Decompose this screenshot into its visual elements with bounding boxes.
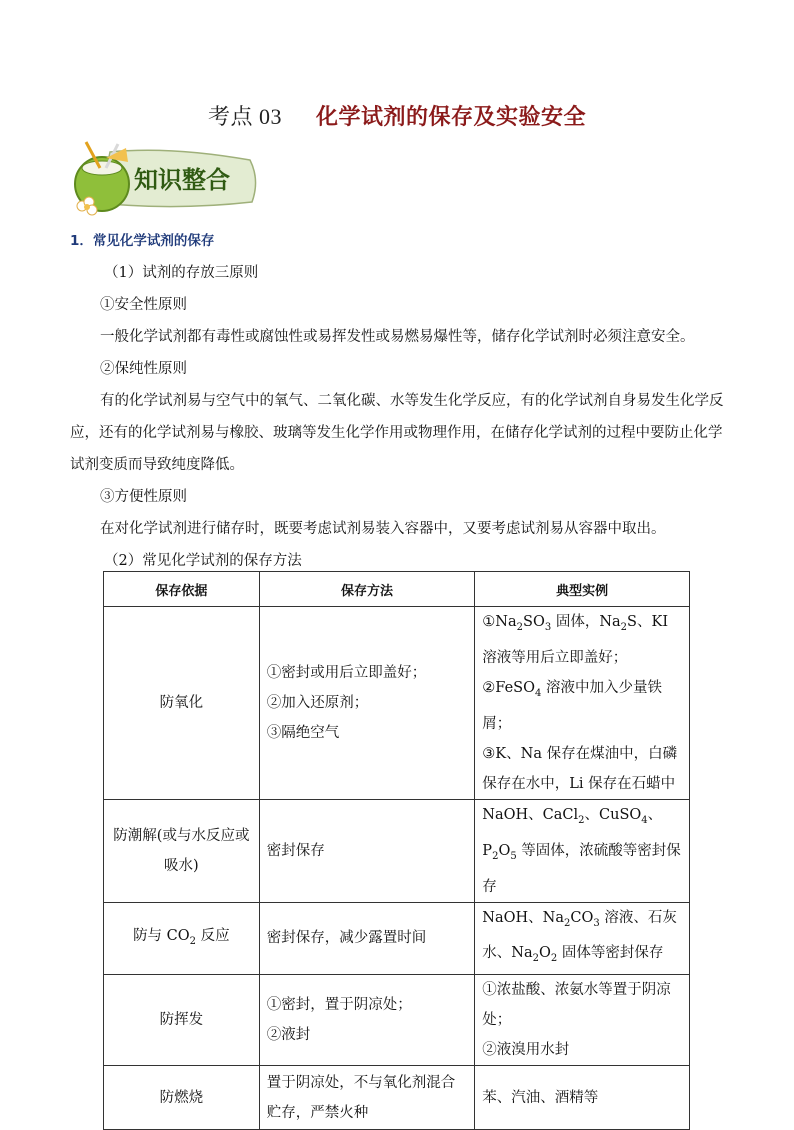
row-example	[475, 799, 690, 902]
principle-purity-title: ②保纯性原则	[100, 361, 187, 377]
method-line: ②液封	[266, 1027, 311, 1044]
principle-convenience-text: 在对化学试剂进行储存时，既要考虑试剂易装入容器中，又要考虑试剂易从容器中取出。	[100, 521, 666, 537]
banner-text: 知识整合	[134, 166, 230, 194]
table-row	[104, 799, 690, 902]
example-line: $①Na_2SO_3$ 固体，$Na_2S$、KI 溶液等用后立即盖好；	[482, 614, 669, 666]
section-storage	[70, 225, 730, 577]
row-method	[259, 1066, 475, 1130]
table-row	[104, 975, 690, 1066]
method-line: ③隔绝空气	[266, 724, 340, 741]
example-line: ①浓盐酸、浓氨水等置于阴凉处；	[482, 982, 671, 1029]
principle-safety-text: 一般化学试剂都有毒性或腐蚀性或易挥发性或易燃易爆性等，储存化学试剂时必须注意安全。	[100, 329, 695, 345]
principle-convenience-title: ③方便性原则	[100, 489, 187, 505]
method-line: 置于阴凉处，不与氧化剂混合贮存，严禁火种	[266, 1074, 456, 1121]
table-header-row	[104, 572, 690, 607]
row-method	[259, 902, 475, 975]
row-example	[475, 975, 690, 1066]
row-basis: 防挥发	[104, 975, 260, 1066]
header-method: 保存方法	[259, 572, 475, 607]
example-line: ②FeSO$_4$ 溶液中加入少量铁屑；	[482, 679, 662, 732]
example-line: 苯、汽油、酒精等	[482, 1089, 599, 1106]
example-line: NaOH、CaCl$_2$、CuSO$_4$、$P_2O_5$ 等固体，浓硫酸等密封保存	[482, 806, 681, 895]
table-row	[104, 1066, 690, 1130]
row-example	[475, 1066, 690, 1130]
method-line: ①密封或用后立即盖好；	[266, 664, 427, 681]
row-basis: 防燃烧	[104, 1066, 260, 1130]
table-row	[104, 607, 690, 800]
table-row	[104, 902, 690, 975]
coconut-icon	[75, 142, 129, 215]
example-line: NaOH、$Na_2CO_3$ 溶液、石灰水、$Na_2O_2$ 固体等密封保存	[482, 909, 677, 965]
subheading-methods: （2）常见化学试剂的保存方法	[104, 553, 302, 569]
row-example	[475, 902, 690, 975]
example-line: ③K、Na 保存在煤油中，白磷保存在水中，Li 保存在石蜡中	[482, 745, 678, 792]
row-method	[259, 607, 475, 800]
page-title	[0, 100, 794, 131]
title-prefix: 考点 03	[207, 104, 282, 129]
row-method	[259, 975, 475, 1066]
header-basis: 保存依据	[104, 572, 260, 607]
row-example	[475, 607, 690, 800]
row-method	[259, 799, 475, 902]
method-line: ②加入还原剂；	[266, 694, 369, 711]
storage-methods-table	[103, 571, 690, 1130]
row-basis: 防潮解(或与水反应或吸水)	[104, 799, 260, 902]
example-line: ②液溴用水封	[482, 1042, 570, 1059]
principle-purity-text: 有的化学试剂易与空气中的氧气、二氧化碳、水等发生化学反应，有的化学试剂自身易发生化学反应，还有的化学试剂易与橡胶、玻璃等发生化学作用或物理作用，在储存化学试剂的过程中要防止化学试剂变质而导致纯度降低。	[70, 393, 724, 473]
knowledge-banner	[70, 140, 260, 216]
method-line: ①密封，置于阴凉处；	[266, 997, 412, 1014]
method-line: 密封保存，减少露置时间	[266, 930, 427, 947]
title-main: 化学试剂的保存及实验安全	[316, 105, 587, 130]
method-line: 密封保存	[266, 842, 325, 859]
principle-safety-title: ①安全性原则	[100, 297, 187, 313]
header-example: 典型实例	[475, 572, 690, 607]
section-heading: 1．常见化学试剂的保存	[70, 233, 215, 249]
subheading-principles: （1）试剂的存放三原则	[104, 265, 259, 281]
row-basis: 防氧化	[104, 607, 260, 800]
row-basis: 防与 $CO_2$ 反应	[104, 902, 260, 975]
